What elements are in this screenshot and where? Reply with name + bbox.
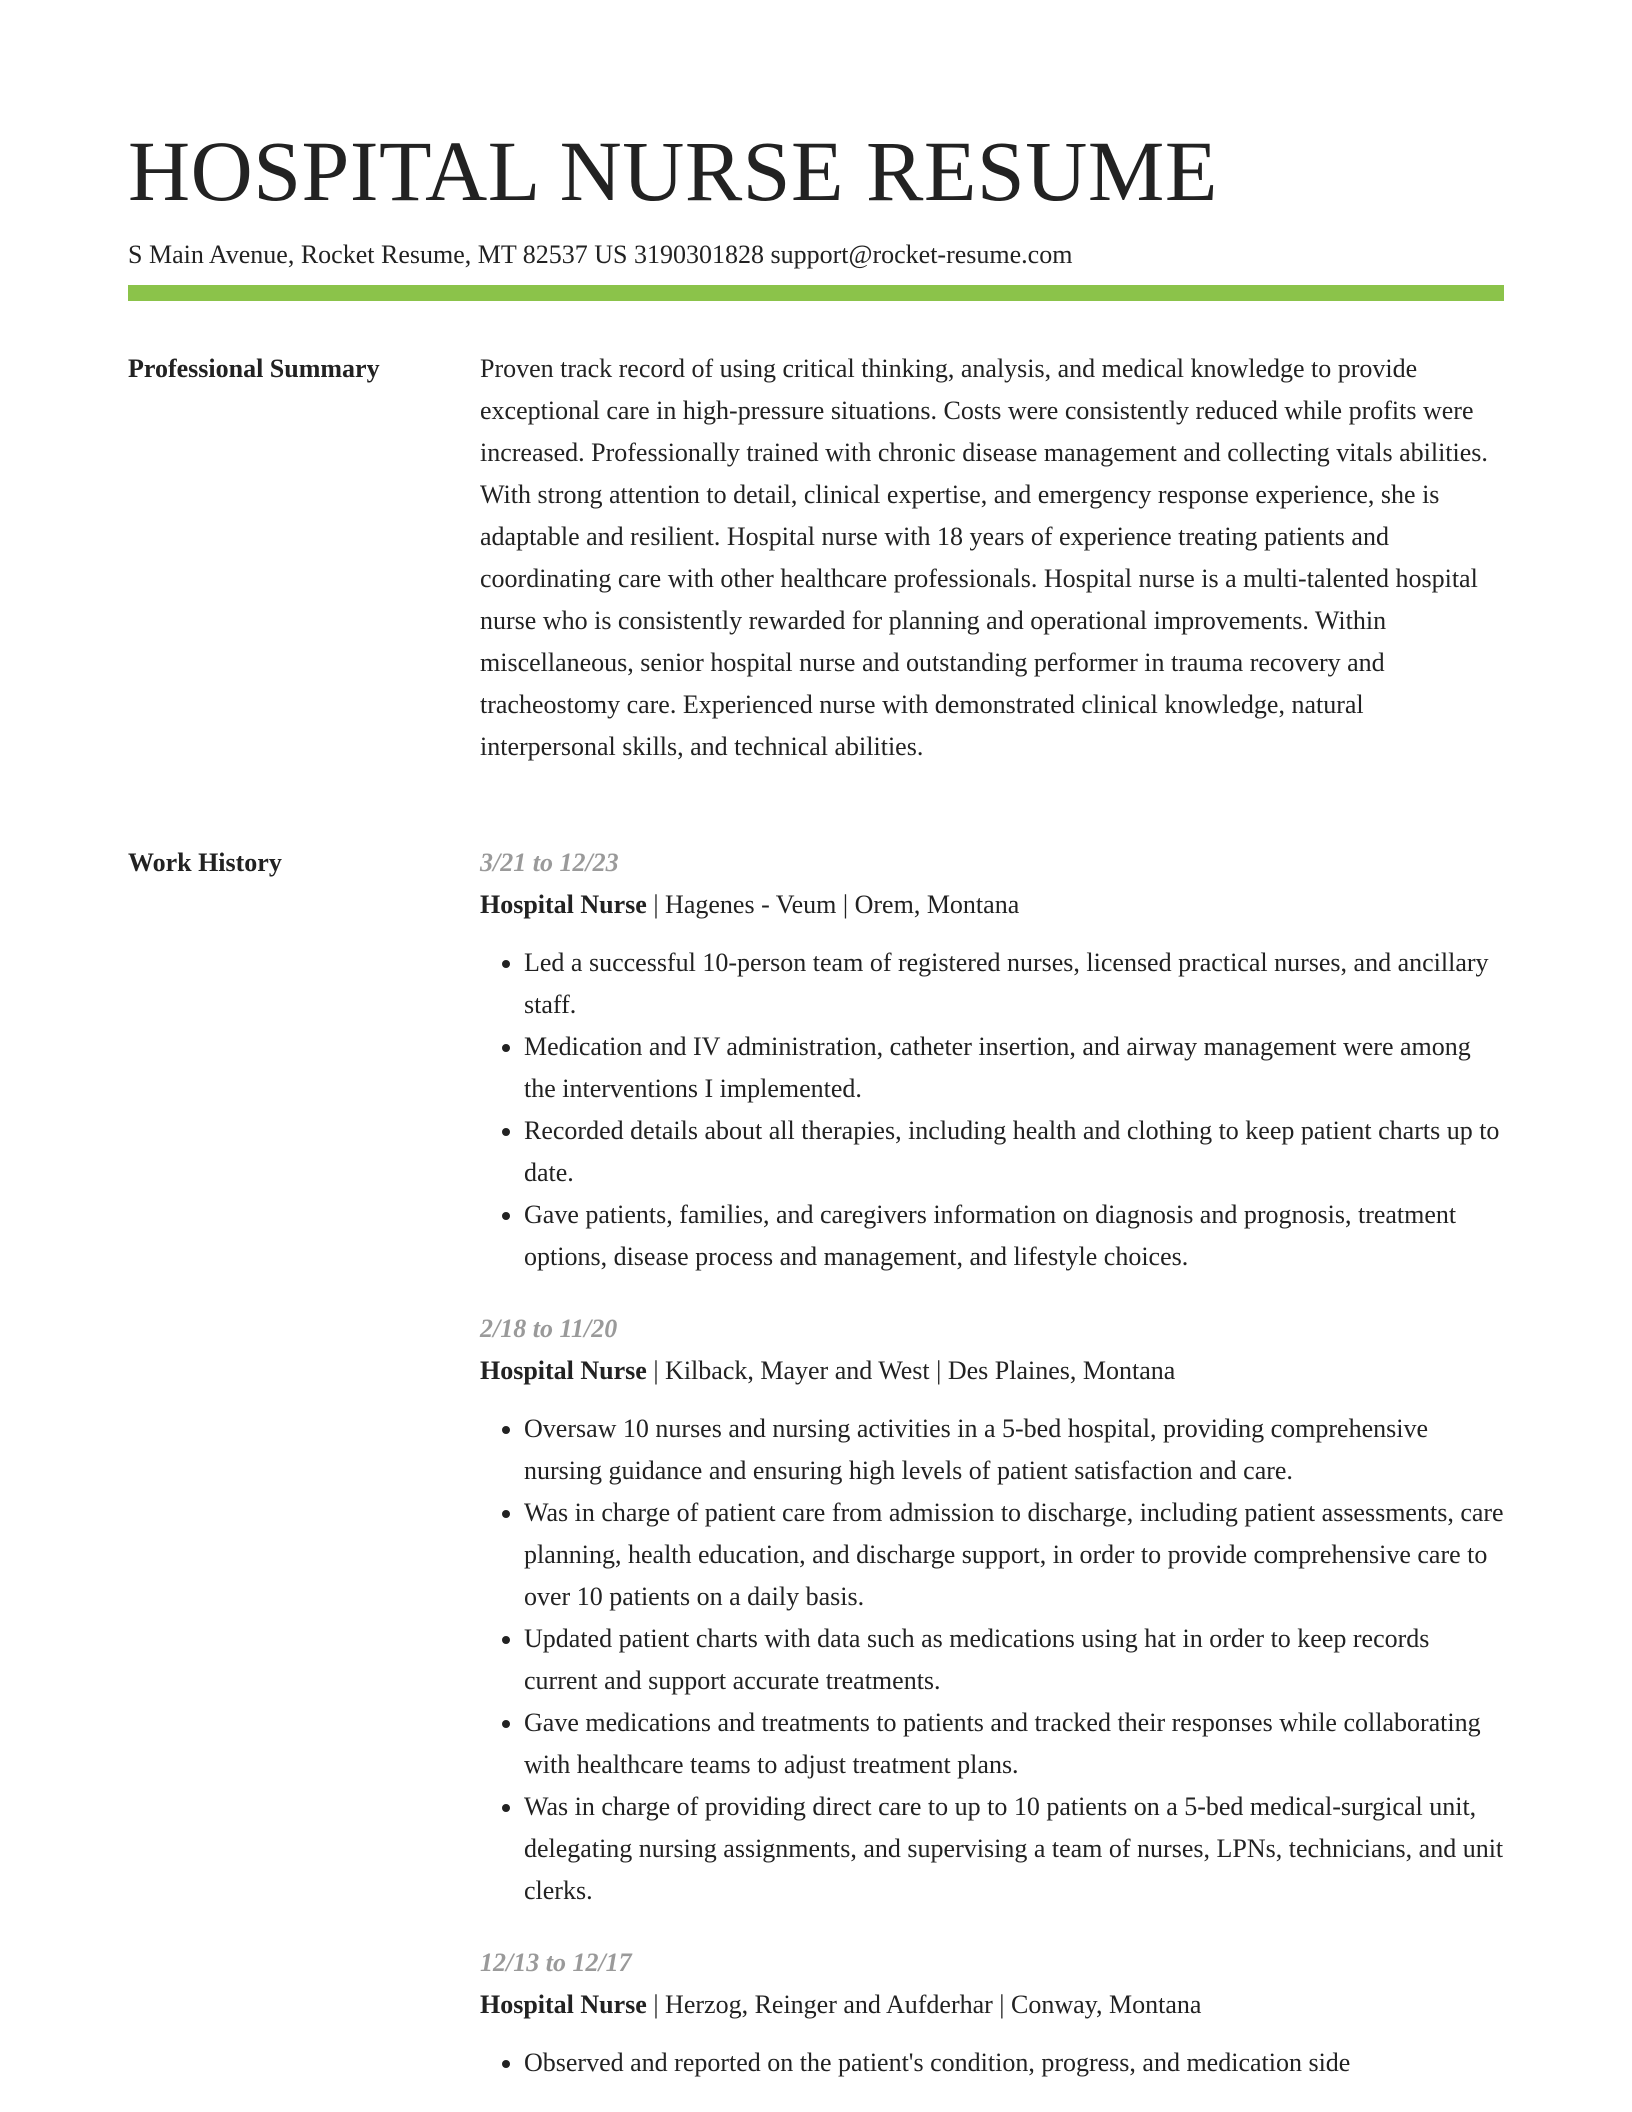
- job-bullet: • Gave patients, families, and caregivers information on diagnosis and prognosis, treatment options, disease process and management, and lifestyle choices.: [524, 1194, 1504, 1278]
- summary-body: [480, 348, 1504, 768]
- job-bullet: • Was in charge of patient care from admission to discharge, including patient assessments, care planning, health education, and discharge support, in order to provide comprehensive care to over 10 patients on a daily basis.: [524, 1492, 1504, 1618]
- job-bullet: • Updated patient charts with data such as medications using hat in order to keep records current and support accurate treatments.: [524, 1618, 1504, 1702]
- job-bullet: • Was in charge of providing direct care to up to 10 patients on a 5-bed medical-surgical unit, delegating nursing assignments, and supervising a team of nurses, LPNs, technicians, and unit clerks.: [524, 1786, 1504, 1912]
- job-bullets: [480, 2042, 1504, 2084]
- job-dates: 12/13 to 12/17: [480, 1948, 632, 1977]
- job-entry: [480, 1942, 1504, 2084]
- job-bullet: • Gave medications and treatments to patients and tracked their responses while collaborating with healthcare teams to adjust treatment plans.: [524, 1702, 1504, 1786]
- job-title: Hospital Nurse: [480, 1990, 647, 2019]
- job-bullet: • Observed and reported on the patient's condition, progress, and medication side: [524, 2042, 1504, 2084]
- job-heading: [480, 1984, 1504, 2026]
- job-employer-location: | Herzog, Reinger and Aufderhar | Conway, Montana: [646, 1990, 1202, 2019]
- job-heading: [480, 1350, 1504, 1392]
- job-employer-location: | Kilback, Mayer and West | Des Plaines, Montana: [646, 1356, 1176, 1385]
- job-entry: [480, 842, 1504, 1278]
- job-employer-location: | Hagenes - Veum | Orem, Montana: [646, 890, 1020, 919]
- job-dates: 2/18 to 11/20: [480, 1314, 618, 1343]
- job-bullets: [480, 942, 1504, 1278]
- contact-info: S Main Avenue, Rocket Resume, MT 82537 US 3190301828 support@rocket-resume.com: [128, 240, 1073, 269]
- job-heading: [480, 884, 1504, 926]
- job-bullet: • Medication and IV administration, catheter insertion, and airway management were among the interventions I implemented.: [524, 1026, 1504, 1110]
- job-entry: [480, 1308, 1504, 1912]
- summary-text: Proven track record of using critical thinking, analysis, and medical knowledge to provide exceptional care in high-pressure situations. Costs were consistently reduced while profits were increased. Professionally trained with chronic disease management and collecting vitals abilities. With strong attention to detail, clinical expertise, and emergency response experience, she is adaptable and resilient. Hospital nurse with 18 years of experience treating patients and coordinating care with other healthcare professionals. Hospital nurse is a multi-talented hospital nurse who is consistently rewarded for planning and operational improvements. Within miscellaneous, senior hospital nurse and outstanding performer in trauma recovery and tracheostomy care. Experienced nurse with demonstrated clinical knowledge, natural interpersonal skills, and technical abilities.: [480, 354, 1488, 761]
- section-label-work-history: Work History: [128, 848, 282, 877]
- job-title: Hospital Nurse: [480, 890, 647, 919]
- work-history-body: [480, 842, 1504, 2112]
- job-dates: 3/21 to 12/23: [480, 848, 619, 877]
- job-bullet: • Oversaw 10 nurses and nursing activities in a 5-bed hospital, providing comprehensive nursing guidance and ensuring high levels of patient satisfaction and care.: [524, 1408, 1504, 1492]
- accent-divider: [128, 285, 1504, 301]
- job-title: Hospital Nurse: [480, 1356, 647, 1385]
- section-label-professional-summary: Professional Summary: [128, 354, 380, 383]
- resume-header: [128, 118, 1504, 272]
- job-bullets: [480, 1408, 1504, 1912]
- job-bullet: • Led a successful 10-person team of registered nurses, licensed practical nurses, and ancillary staff.: [524, 942, 1504, 1026]
- job-bullet: • Recorded details about all therapies, including health and clothing to keep patient charts up to date.: [524, 1110, 1504, 1194]
- resume-title: HOSPITAL NURSE RESUME: [128, 123, 1218, 219]
